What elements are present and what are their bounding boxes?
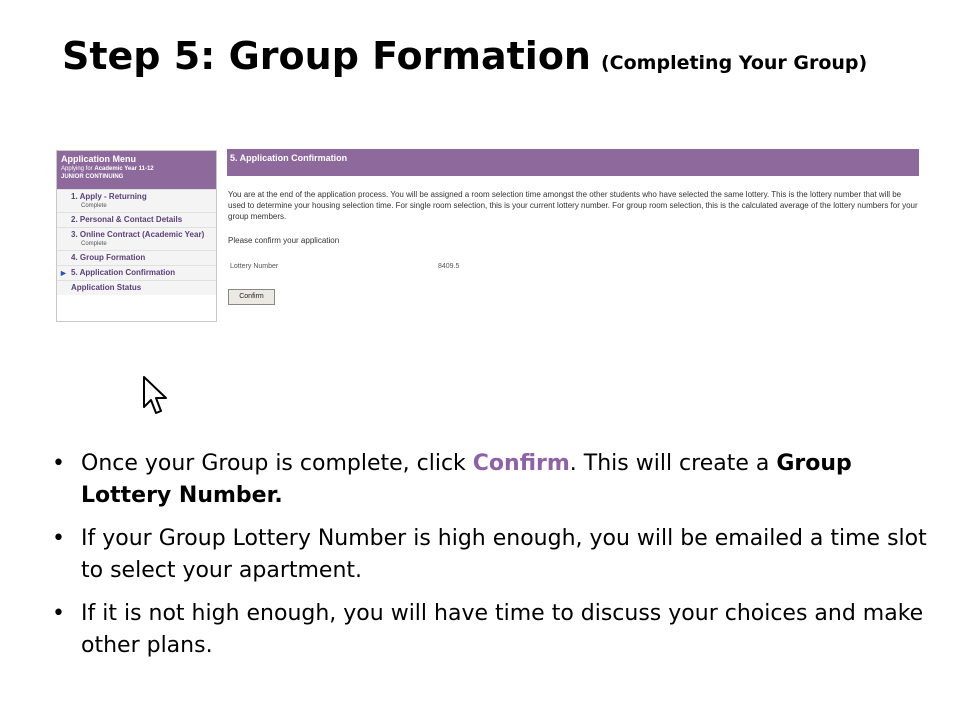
slide-title	[62, 34, 942, 78]
bullet-item	[48, 598, 928, 662]
confirmation-panel	[227, 149, 919, 309]
confirm-emphasis: Confirm	[472, 451, 570, 476]
applying-for	[61, 165, 212, 173]
menu-item-label: 4. Group Formation	[71, 253, 146, 262]
bullet-dot-icon: •	[52, 451, 65, 476]
bullet-list	[48, 448, 928, 673]
menu-item-application-confirmation[interactable]	[57, 265, 216, 280]
bullet-text: If it is not high enough, you will have time to discuss your choices and make other plans.	[81, 601, 924, 658]
group-lottery-emphasis: Group Lottery Number.	[81, 451, 852, 508]
applying-term: Academic Year 11-12	[94, 166, 154, 172]
arrow-right-icon: ►	[59, 268, 68, 278]
menu-header	[57, 151, 216, 189]
menu-item-label: Application Status	[71, 283, 142, 292]
bullet-text: If your Group Lottery Number is high enough, you will be emailed a time slot to select your apartment.	[81, 526, 927, 583]
menu-item-label: 2. Personal & Contact Details	[71, 215, 183, 224]
bullet-dot-icon: •	[52, 526, 65, 551]
title-main: Step 5: Group Formation	[62, 34, 591, 78]
confirm-button[interactable]: Confirm	[228, 289, 275, 305]
bullet-item	[48, 523, 928, 587]
bullet-text: . This will create a	[569, 451, 777, 476]
classification: JUNIOR CONTINUING	[61, 174, 124, 180]
lottery-label: Lottery Number	[230, 263, 279, 270]
bullet-text: Once your Group is complete, click	[81, 451, 473, 476]
bullet-item	[48, 448, 928, 512]
title-sub: (Completing Your Group)	[600, 52, 868, 74]
menu-item-label: 5. Application Confirmation	[71, 268, 176, 277]
menu-item-group-formation[interactable]	[57, 250, 216, 265]
menu-item-online-contract[interactable]	[57, 227, 216, 250]
menu-title: Application Menu	[61, 154, 136, 164]
menu-item-personal-contact[interactable]	[57, 212, 216, 227]
menu-item-status: Complete	[81, 241, 107, 247]
lottery-value: 8409.5	[438, 263, 460, 270]
panel-heading: 5. Application Confirmation	[227, 149, 919, 176]
panel-body: You are at the end of the application process. You will be assigned a room selection time amongst the other students who have selected the same lottery. This is the lottery number that will be used to determine your housing selection time. For single room selection, this is your current lottery number. For group room selection, this is the calculated average of the lottery numbers for your group members.	[228, 190, 918, 221]
menu-item-label: 3. Online Contract (Academic Year)	[71, 230, 205, 239]
bullet-dot-icon: •	[52, 601, 65, 626]
applying-prefix: Applying for	[61, 166, 93, 172]
menu-item-status: Complete	[81, 203, 107, 209]
confirm-prompt: Please confirm your application	[228, 236, 340, 245]
menu-item-application-status[interactable]	[57, 280, 216, 295]
application-menu	[56, 150, 217, 322]
menu-item-label: 1. Apply - Returning	[71, 192, 147, 201]
menu-item-apply-returning[interactable]	[57, 189, 216, 212]
mouse-pointer-icon	[142, 375, 170, 419]
